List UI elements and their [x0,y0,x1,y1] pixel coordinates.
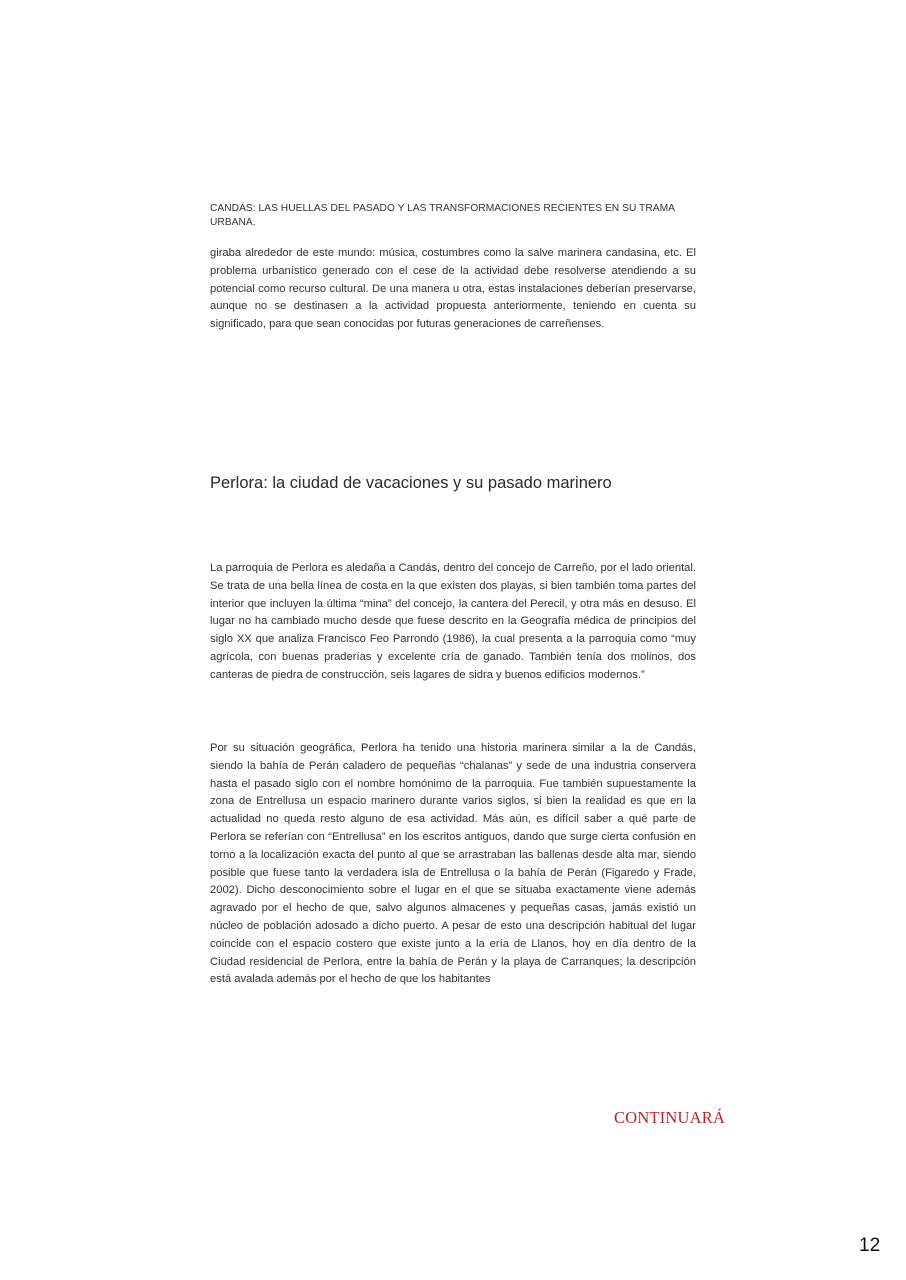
page-number: 12 [859,1235,881,1256]
paragraph-perlora-history: Por su situación geográfica, Perlora ha tenido una historia marinera similar a la de Candás, siendo la bahía de Perán caladero de pequeñas “chalanas” y sede de una industria conservera hasta el pasado siglo con el nombre homónimo de la parroquia. Fue también supuestamente la zona de Entrellusa un espacio marinero durante varios siglos, si bien la realidad es que en la actualidad no queda resto alguno de esa actividad. Más aún, es difícil saber a qué parte de Perlora se referían con “Entrellusa” en los escritos antiguos, dando que surge cierta confusión en torno a la localización exacta del punto al que se arrastraban las ballenas desde alta mar, siendo posible que fuese tanto la verdadera isla de Entrellusa o la bahía de Perán (Figaredo y Frade, 2002). Dicho desconocimiento sobre el lugar en el que se situaba exactamente viene además agravado por el hecho de que, salvo algunos almacenes y pequeñas casas, jamás existió un núcleo de población adosado a dicho puerto. A pesar de esto una descripción habitual del lugar coincide con el espacio costero que existe junto a la ería de Llanos, hoy en día dentro de la Ciudad residencial de Perlora, entre la bahía de Perán y la playa de Carranques; la descripción está avalada además por el hecho de que los habitantes [210,742,696,986]
running-header: CANDÁS: LAS HUELLAS DEL PASADO Y LAS TRANSFORMACIONES RECIENTES EN SU TRAMA URBANA. [210,203,675,228]
paragraph-intro-continuation: giraba alrededor de este mundo: música, costumbres como la salve marinera candasina, etc. El problema urbanístico generado con el cese de la actividad debe resolverse atendiendo a su potencial como recurso cultural. De una manera u otra, estas instalaciones deberían preservarse, aunque no se destinasen a la actividad propuesta anteriormente, teniendo en cuenta su significado, para que sean conocidas por futuras generaciones de carreñenses. [210,247,696,331]
paragraph-perlora-description: La parroquia de Perlora es aledaña a Candás, dentro del concejo de Carreño, por el lado oriental. Se trata de una bella línea de costa en la que existen dos playas, si bien también toma partes del interior que incluyen la última “mina” del concejo, la cantera del Perecil, y otra más en desuso. El lugar no ha cambiado mucho desde que fuese descrito en la Geografía médica de principios del siglo XX que analiza Francisco Feo Parrondo (1986), la cual presenta a la parroquia como “muy agrícola, con buenas praderías y excelente cría de ganado. También tenía dos molinos, dos canteras de piedra de construcción, seis lagares de sidra y buenos edificios modernos.” [210,562,696,681]
continues-label: CONTINUARÁ [614,1108,726,1127]
section-heading: Perlora: la ciudad de vacaciones y su pasado marinero [210,474,612,492]
